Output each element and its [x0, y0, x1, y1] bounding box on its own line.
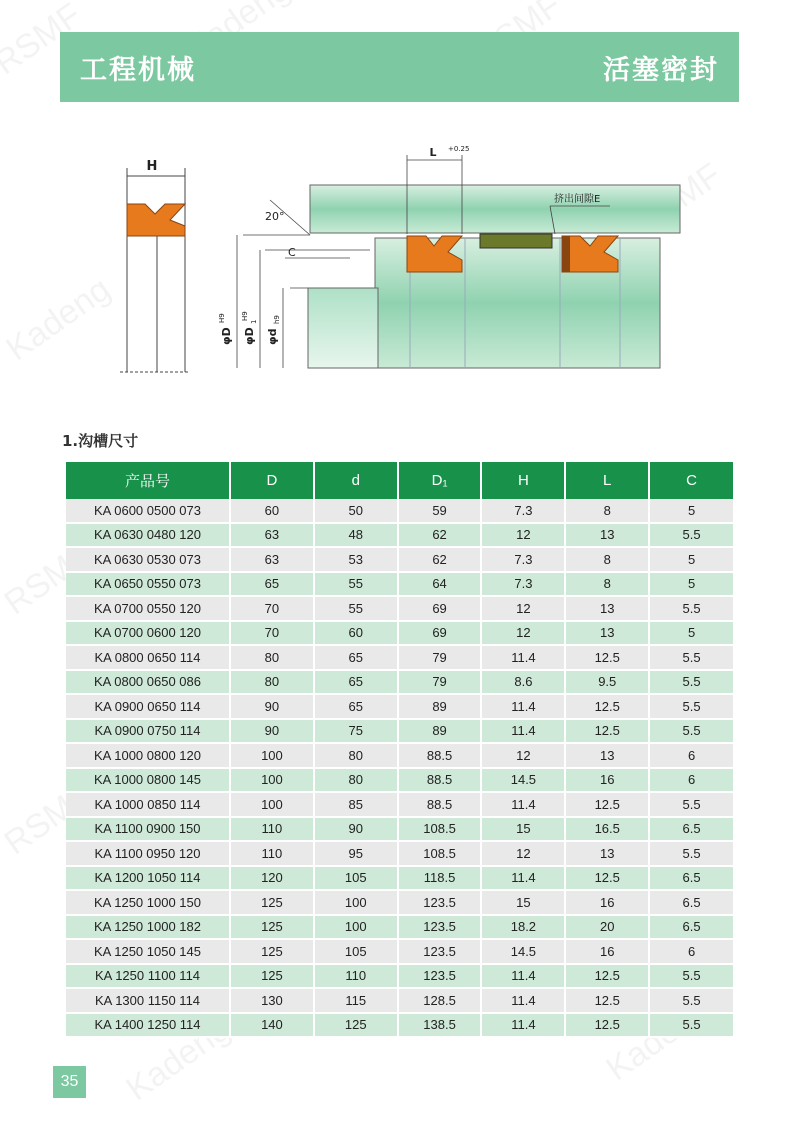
label-D1: φD — [243, 327, 256, 345]
table-cell: 15 — [481, 817, 565, 842]
table-cell: 12 — [481, 523, 565, 548]
table-cell: 55 — [314, 596, 398, 621]
table-cell: 12.5 — [565, 964, 649, 989]
table-cell: 5 — [649, 499, 733, 523]
table-cell: 65 — [314, 694, 398, 719]
table-row — [66, 792, 733, 817]
table-cell: 12 — [481, 743, 565, 768]
table-row — [66, 547, 733, 572]
table-cell: 6.5 — [649, 915, 733, 940]
table-cell: 110 — [314, 964, 398, 989]
table-row — [66, 964, 733, 989]
product-code-cell: KA 1000 0800 120 — [66, 743, 230, 768]
product-code-cell: KA 1000 0800 145 — [66, 768, 230, 793]
product-code-cell: KA 0800 0650 086 — [66, 670, 230, 695]
table-cell: 100 — [230, 792, 314, 817]
table-cell: 123.5 — [398, 939, 482, 964]
table-cell: 7.3 — [481, 547, 565, 572]
table-cell: 105 — [314, 866, 398, 891]
product-code-cell: KA 1250 1100 114 — [66, 964, 230, 989]
table-cell: 13 — [565, 743, 649, 768]
table-cell: 70 — [230, 596, 314, 621]
product-code-cell: KA 1250 1050 145 — [66, 939, 230, 964]
table-cell: 5.5 — [649, 670, 733, 695]
table-cell: 13 — [565, 596, 649, 621]
product-code-cell: KA 0900 0750 114 — [66, 719, 230, 744]
table-cell: 5 — [649, 621, 733, 646]
product-code-cell: KA 1100 0950 120 — [66, 841, 230, 866]
table-cell: 60 — [314, 621, 398, 646]
groove-drawing — [110, 140, 690, 380]
table-row — [66, 572, 733, 597]
header-left-title: 工程机械 — [80, 55, 196, 86]
table-row — [66, 645, 733, 670]
page-header — [60, 32, 739, 102]
seal-profile — [120, 168, 190, 372]
table-cell: 13 — [565, 841, 649, 866]
table-body — [66, 499, 733, 1037]
table-cell: 18.2 — [481, 915, 565, 940]
table-cell: 69 — [398, 621, 482, 646]
table-cell: 6 — [649, 939, 733, 964]
watermark — [0, 270, 118, 369]
table-row — [66, 621, 733, 646]
product-code-cell: KA 0700 0600 120 — [66, 621, 230, 646]
table-row — [66, 988, 733, 1013]
table-cell: 63 — [230, 547, 314, 572]
table-cell: 6 — [649, 743, 733, 768]
table-cell: 6.5 — [649, 890, 733, 915]
table-cell: 62 — [398, 523, 482, 548]
table-cell: 125 — [230, 939, 314, 964]
table-cell: 12.5 — [565, 792, 649, 817]
table-cell: 59 — [398, 499, 482, 523]
table-cell: 12 — [481, 621, 565, 646]
table-cell: 6 — [649, 768, 733, 793]
table-cell: 6.5 — [649, 817, 733, 842]
table-cell: 5.5 — [649, 523, 733, 548]
table-cell: 12.5 — [565, 866, 649, 891]
table-cell: 11.4 — [481, 866, 565, 891]
table-cell: 7.3 — [481, 499, 565, 523]
table-cell: 8 — [565, 572, 649, 597]
product-code-cell: KA 1400 1250 114 — [66, 1013, 230, 1038]
table-cell: 115 — [314, 988, 398, 1013]
table-cell: 100 — [314, 890, 398, 915]
table-cell: 20 — [565, 915, 649, 940]
table-cell: 16 — [565, 890, 649, 915]
header-right-title: 活塞密封 — [603, 55, 719, 86]
column-header: 产品号 — [66, 462, 230, 499]
table-cell: 11.4 — [481, 645, 565, 670]
table-cell: 13 — [565, 621, 649, 646]
guide-ring — [480, 234, 552, 248]
table-cell: 110 — [230, 817, 314, 842]
table-cell: 14.5 — [481, 939, 565, 964]
table-cell: 140 — [230, 1013, 314, 1038]
table-cell: 125 — [230, 915, 314, 940]
table-cell: 6.5 — [649, 866, 733, 891]
product-code-cell: KA 0650 0550 073 — [66, 572, 230, 597]
table-cell: 48 — [314, 523, 398, 548]
label-d-tolerance: h9 — [273, 315, 281, 324]
table-cell: 88.5 — [398, 743, 482, 768]
product-code-cell: KA 0600 0500 073 — [66, 499, 230, 523]
table-cell: 79 — [398, 645, 482, 670]
label-D: φD — [220, 327, 233, 345]
table-cell: 8 — [565, 547, 649, 572]
table-cell: 11.4 — [481, 1013, 565, 1038]
table-cell: 5.5 — [649, 645, 733, 670]
table-cell: 95 — [314, 841, 398, 866]
column-header: L — [565, 462, 649, 499]
table-cell: 11.4 — [481, 694, 565, 719]
table-row — [66, 523, 733, 548]
table-cell: 16 — [565, 768, 649, 793]
product-code-cell: KA 1000 0850 114 — [66, 792, 230, 817]
product-code-cell: KA 0800 0650 114 — [66, 645, 230, 670]
table-cell: 12.5 — [565, 645, 649, 670]
product-code-cell: KA 0700 0550 120 — [66, 596, 230, 621]
table-cell: 5.5 — [649, 694, 733, 719]
table-cell: 138.5 — [398, 1013, 482, 1038]
product-code-cell: KA 0900 0650 114 — [66, 694, 230, 719]
table-cell: 123.5 — [398, 915, 482, 940]
table-cell: 15 — [481, 890, 565, 915]
label-D1-subscript: 1 — [250, 319, 258, 324]
product-code-cell: KA 1200 1050 114 — [66, 866, 230, 891]
table-cell: 100 — [314, 915, 398, 940]
table-cell: 5.5 — [649, 841, 733, 866]
table-cell: 90 — [230, 719, 314, 744]
table-cell: 108.5 — [398, 841, 482, 866]
table-cell: 125 — [230, 964, 314, 989]
table-cell: 90 — [230, 694, 314, 719]
table-cell: 69 — [398, 596, 482, 621]
label-L-tolerance: +0.25 — [448, 145, 470, 153]
table-row — [66, 939, 733, 964]
table-cell: 105 — [314, 939, 398, 964]
page-number: 35 — [53, 1066, 86, 1098]
table-cell: 110 — [230, 841, 314, 866]
table-cell: 64 — [398, 572, 482, 597]
table-cell: 89 — [398, 719, 482, 744]
table-cell: 85 — [314, 792, 398, 817]
table-cell: 65 — [230, 572, 314, 597]
table-cell: 5.5 — [649, 719, 733, 744]
table-cell: 70 — [230, 621, 314, 646]
table-cell: 120 — [230, 866, 314, 891]
product-code-cell: KA 1250 1000 150 — [66, 890, 230, 915]
table-row — [66, 694, 733, 719]
table-cell: 12.5 — [565, 719, 649, 744]
table-cell: 55 — [314, 572, 398, 597]
groove-dimensions-table — [66, 462, 733, 1038]
label-extrusion-gap: 挤出间隙E — [554, 194, 601, 205]
table-cell: 65 — [314, 670, 398, 695]
table-cell: 12 — [481, 596, 565, 621]
table-cell: 118.5 — [398, 866, 482, 891]
label-H: H — [146, 159, 158, 174]
table-cell: 11.4 — [481, 988, 565, 1013]
column-header: C — [649, 462, 733, 499]
label-C: C — [288, 246, 296, 259]
table-cell: 88.5 — [398, 792, 482, 817]
table-row — [66, 768, 733, 793]
table-cell: 50 — [314, 499, 398, 523]
table-cell: 123.5 — [398, 890, 482, 915]
product-code-cell: KA 0630 0530 073 — [66, 547, 230, 572]
table-cell: 8 — [565, 499, 649, 523]
table-cell: 5.5 — [649, 792, 733, 817]
table-cell: 80 — [314, 743, 398, 768]
table-cell: 5.5 — [649, 988, 733, 1013]
piston-rod — [308, 288, 378, 368]
label-D-tolerance: H9 — [218, 313, 226, 323]
table-cell: 63 — [230, 523, 314, 548]
table-cell: 108.5 — [398, 817, 482, 842]
table-cell: 12 — [481, 841, 565, 866]
label-D1-tolerance: H9 — [241, 311, 249, 321]
table-cell: 75 — [314, 719, 398, 744]
table-cell: 12.5 — [565, 1013, 649, 1038]
table-cell: 5.5 — [649, 596, 733, 621]
table-cell: 100 — [230, 743, 314, 768]
table-row — [66, 743, 733, 768]
table-cell: 62 — [398, 547, 482, 572]
table-cell: 5.5 — [649, 1013, 733, 1038]
table-cell: 60 — [230, 499, 314, 523]
table-row — [66, 596, 733, 621]
table-cell: 11.4 — [481, 964, 565, 989]
table-cell: 125 — [314, 1013, 398, 1038]
table-cell: 53 — [314, 547, 398, 572]
table-row — [66, 1013, 733, 1038]
table-cell: 8.6 — [481, 670, 565, 695]
table-cell: 11.4 — [481, 719, 565, 744]
table-cell: 89 — [398, 694, 482, 719]
column-header: H — [481, 462, 565, 499]
table-row — [66, 866, 733, 891]
label-angle: 20° — [265, 210, 285, 223]
table-cell: 5 — [649, 572, 733, 597]
table-cell: 16 — [565, 939, 649, 964]
table-cell: 9.5 — [565, 670, 649, 695]
product-code-cell: KA 1100 0900 150 — [66, 817, 230, 842]
table-row — [66, 499, 733, 523]
table-row — [66, 719, 733, 744]
table-cell: 7.3 — [481, 572, 565, 597]
seal-groove-diagram — [110, 140, 690, 380]
table-row — [66, 817, 733, 842]
table-row — [66, 670, 733, 695]
label-L: L — [429, 146, 437, 159]
table-row — [66, 890, 733, 915]
table-cell: 90 — [314, 817, 398, 842]
table-cell: 5.5 — [649, 964, 733, 989]
table-header-row — [66, 462, 733, 499]
product-code-cell: KA 0630 0480 120 — [66, 523, 230, 548]
table-cell: 79 — [398, 670, 482, 695]
table-cell: 14.5 — [481, 768, 565, 793]
table-cell: 100 — [230, 768, 314, 793]
product-code-cell: KA 1250 1000 182 — [66, 915, 230, 940]
table-cell: 88.5 — [398, 768, 482, 793]
table-cell: 123.5 — [398, 964, 482, 989]
column-header: d — [314, 462, 398, 499]
table-cell: 130 — [230, 988, 314, 1013]
column-header: D — [230, 462, 314, 499]
table-cell: 80 — [230, 670, 314, 695]
table-cell: 65 — [314, 645, 398, 670]
table-cell: 12.5 — [565, 694, 649, 719]
table-cell: 5 — [649, 547, 733, 572]
table-row — [66, 841, 733, 866]
table-cell: 80 — [314, 768, 398, 793]
table-cell: 13 — [565, 523, 649, 548]
cylinder-bore — [310, 185, 680, 233]
seal-backup — [562, 236, 570, 272]
column-header: D₁ — [398, 462, 482, 499]
table-cell: 12.5 — [565, 988, 649, 1013]
section-title: 1.沟槽尺寸 — [62, 432, 139, 450]
product-code-cell: KA 1300 1150 114 — [66, 988, 230, 1013]
table-cell: 11.4 — [481, 792, 565, 817]
table-cell: 125 — [230, 890, 314, 915]
table-row — [66, 915, 733, 940]
table-cell: 80 — [230, 645, 314, 670]
table-cell: 16.5 — [565, 817, 649, 842]
table-cell: 128.5 — [398, 988, 482, 1013]
label-d: φd — [266, 328, 279, 345]
